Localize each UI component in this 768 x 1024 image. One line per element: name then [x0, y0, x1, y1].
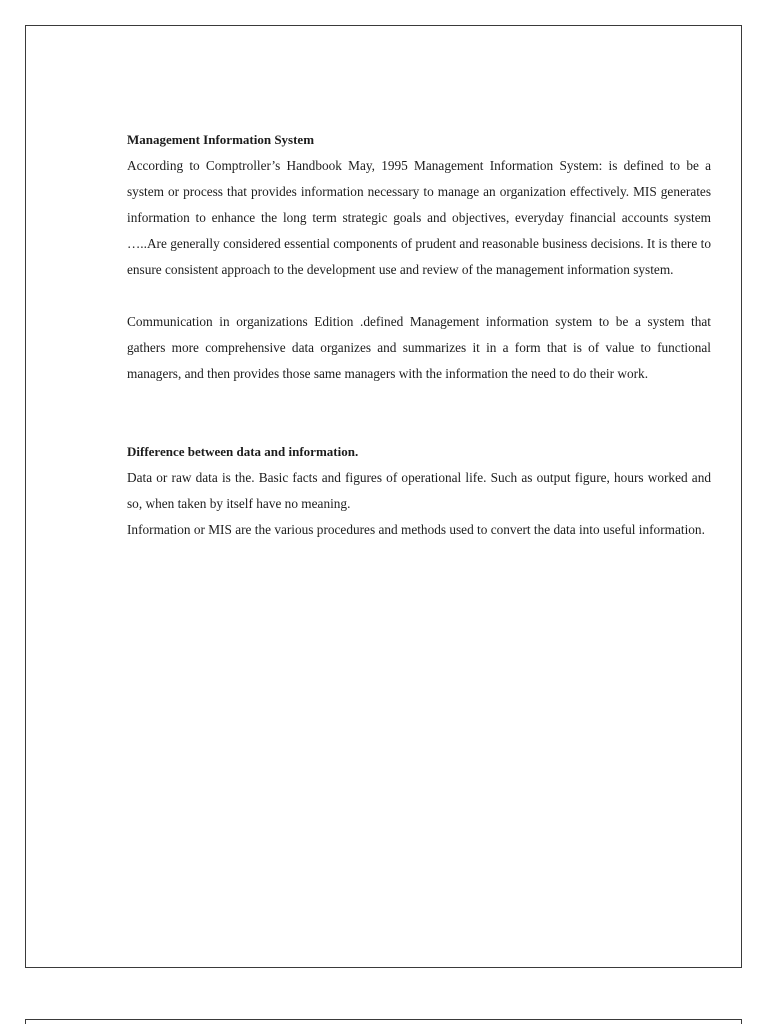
paragraph-spacer [127, 283, 711, 309]
paragraph-information-definition: Information or MIS are the various procedures and methods used to convert the data into useful information. [127, 522, 705, 537]
section-heading-data-vs-information: Difference between data and information. [127, 444, 359, 459]
paragraph-mis-definition: According to Comptroller’s Handbook May, 1995 Management Information System: is defined to be a system or process that provides information necessary to manage an organization effectively. MIS generates information to enhance the long term strategic goals and objectives, everyday financial accounts system …..Are generally considered essential components of prudent and reasonable business decisions. It is there to ensure consistent approach to the development use and review of the management information system. [127, 158, 711, 277]
section-spacer [127, 387, 711, 439]
paragraph-communication-definition: Communication in organizations Edition .defined Management information system to be a system that gathers more comprehensive data organizes and summarizes it in a form that is of value to functional managers, and then provides those same managers with the information the need to do their work. [127, 314, 711, 381]
document-page [25, 25, 742, 968]
page-content [127, 127, 711, 543]
next-document-page [25, 1019, 742, 1024]
paragraph-data-definition: Data or raw data is the. Basic facts and figures of operational life. Such as output figure, hours worked and so, when taken by itself have no meaning. [127, 470, 711, 511]
section-heading-mis: Management Information System [127, 132, 315, 147]
